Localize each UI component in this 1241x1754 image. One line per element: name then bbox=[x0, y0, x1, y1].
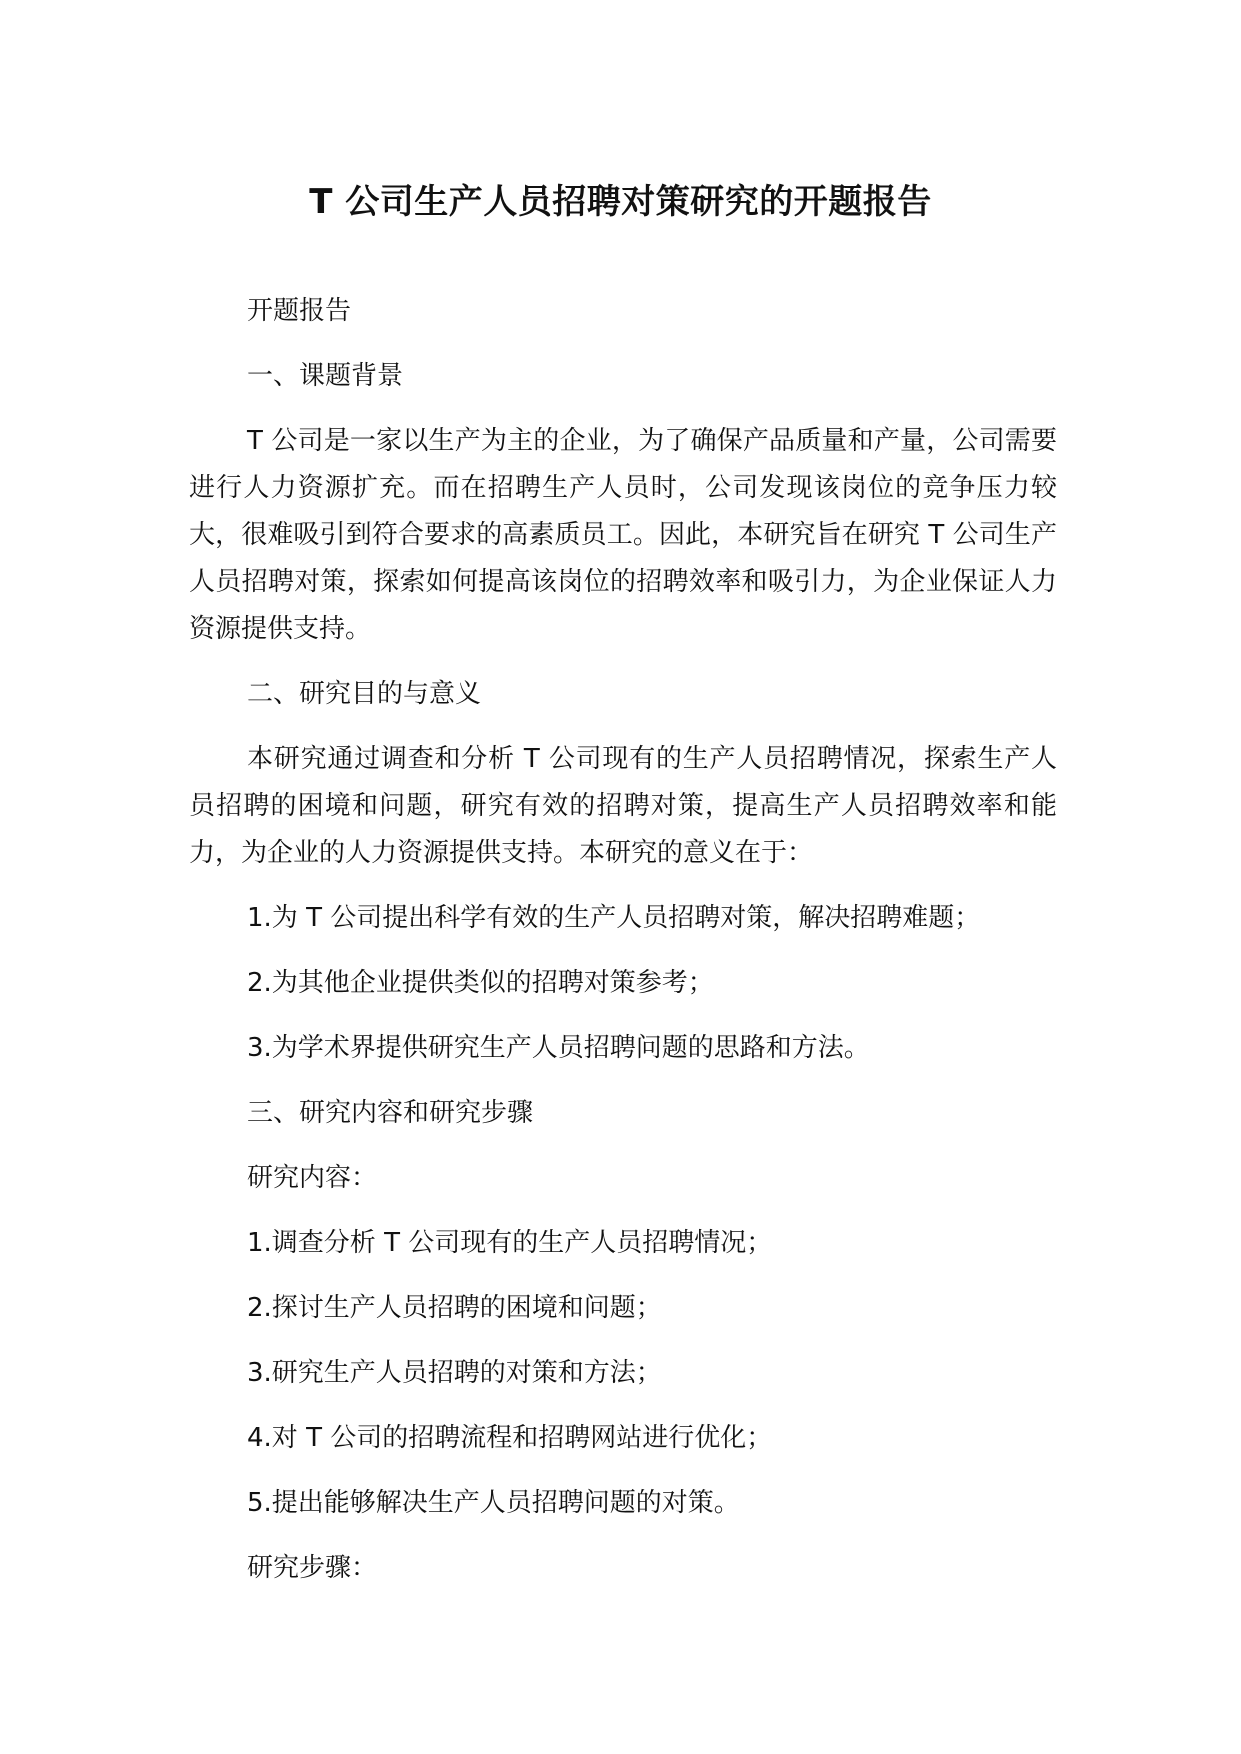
list-item-content-3: 3.研究生产人员招聘的对策和方法； bbox=[247, 1358, 662, 1388]
document-title: T 公司生产人员招聘对策研究的开题报告 bbox=[309, 182, 932, 222]
paragraph-purpose: 本研究通过调查和分析 T 公司现有的生产人员招聘情况，探索生产人员招聘的困境和问题，研究有效的招聘对策，提高生产人员招聘效率和能力，为企业的人力资源提供支持。本研究的意义在于： bbox=[189, 744, 1057, 868]
label-research-content: 研究内容： bbox=[247, 1163, 378, 1193]
list-item-significance-3: 3.为学术界提供研究生产人员招聘问题的思路和方法。 bbox=[247, 1033, 870, 1063]
section-label-report: 开题报告 bbox=[247, 296, 352, 326]
list-item-content-1: 1.调查分析 T 公司现有的生产人员招聘情况； bbox=[247, 1228, 773, 1258]
list-item-content-5: 5.提出能够解决生产人员招聘问题的对策。 bbox=[247, 1488, 740, 1518]
list-item-significance-1: 1.为 T 公司提出科学有效的生产人员招聘对策，解决招聘难题； bbox=[247, 903, 981, 933]
document-body bbox=[189, 288, 1057, 1610]
heading-content-steps: 三、研究内容和研究步骤 bbox=[247, 1098, 534, 1128]
paragraph-background: T 公司是一家以生产为主的企业，为了确保产品质量和产量，公司需要进行人力资源扩充。而在招聘生产人员时，公司发现该岗位的竞争压力较大，很难吸引到符合要求的高素质员工。因此，本研究旨在研究 T 公司生产人员招聘对策，探索如何提高该岗位的招聘效率和吸引力，为企业保证人力资源提供支持。 bbox=[189, 426, 1057, 644]
list-item-content-4: 4.对 T 公司的招聘流程和招聘网站进行优化； bbox=[247, 1423, 773, 1453]
list-item-significance-2: 2.为其他企业提供类似的招聘对策参考； bbox=[247, 968, 714, 998]
heading-background: 一、课题背景 bbox=[247, 361, 404, 391]
list-item-content-2: 2.探讨生产人员招聘的困境和问题； bbox=[247, 1293, 662, 1323]
label-research-steps: 研究步骤： bbox=[247, 1553, 378, 1583]
heading-purpose: 二、研究目的与意义 bbox=[247, 679, 482, 709]
